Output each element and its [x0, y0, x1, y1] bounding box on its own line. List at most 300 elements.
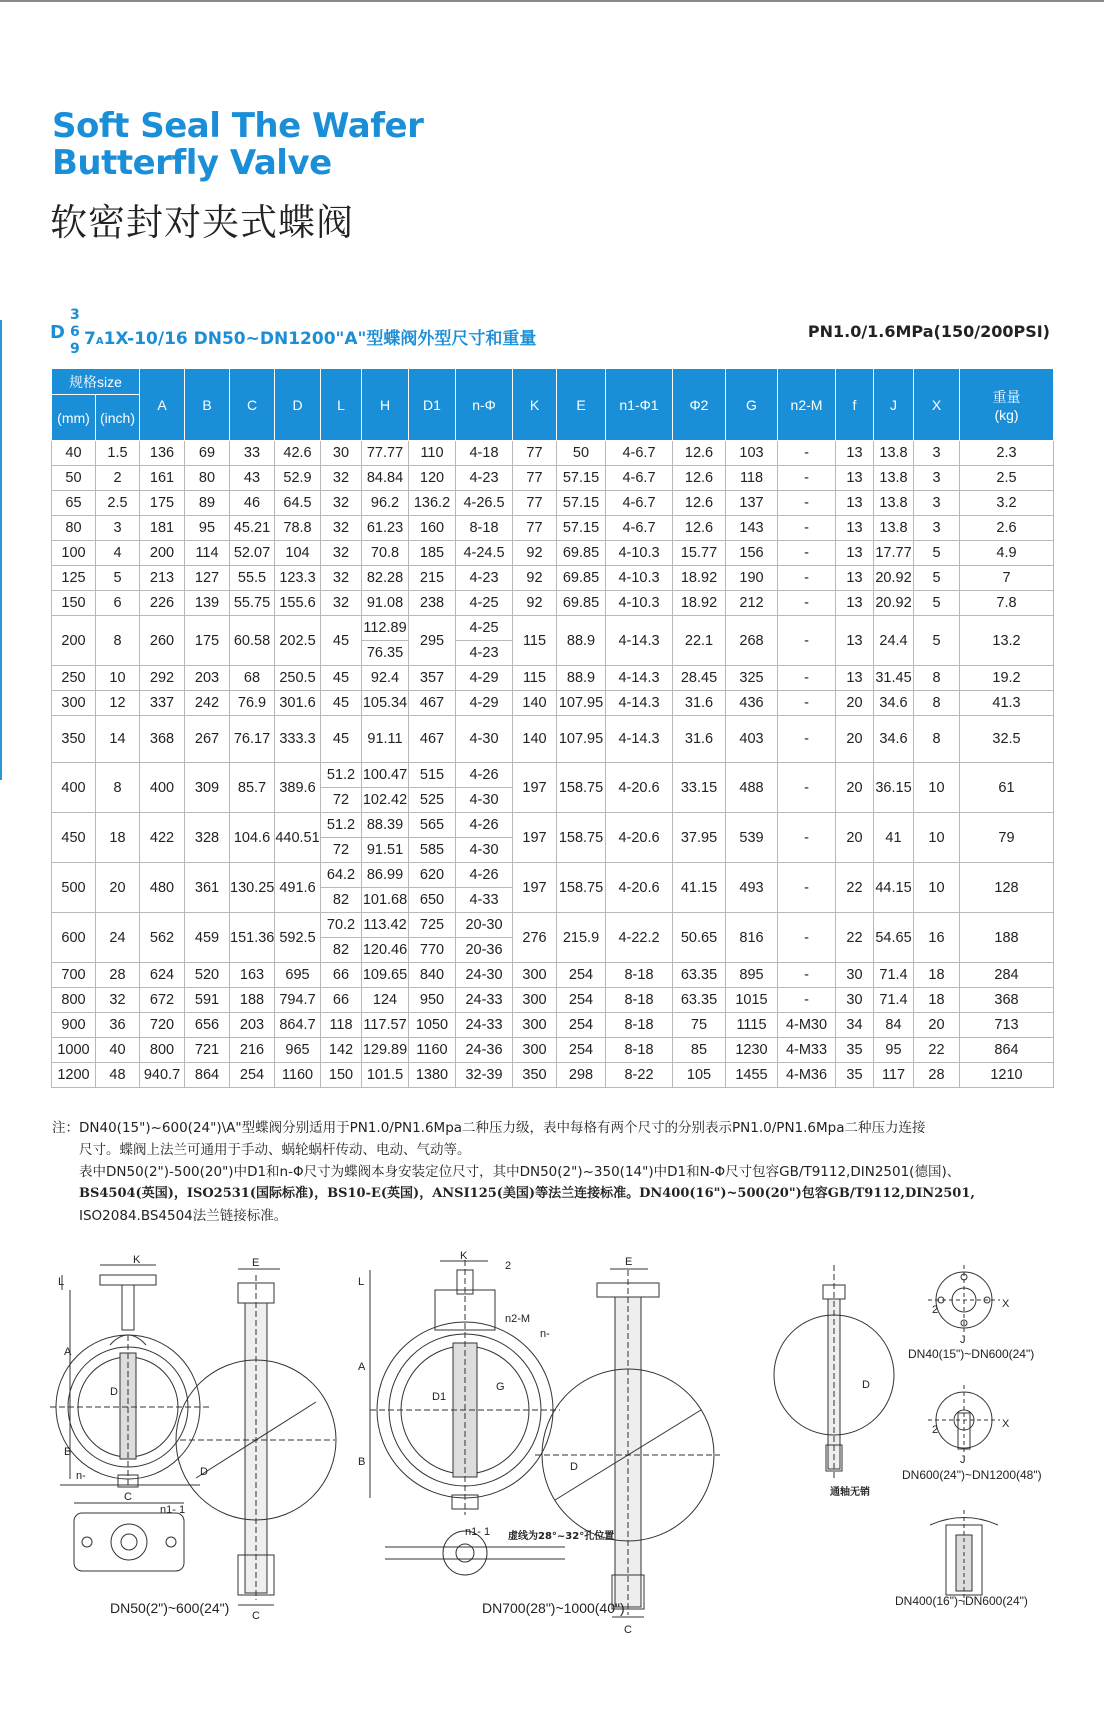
table-cell: 333.3: [275, 716, 321, 763]
table-cell: 1380: [409, 1063, 456, 1088]
label-2-large: 2: [505, 1260, 512, 1272]
table-cell: 150: [52, 591, 96, 616]
table-cell: 1200: [52, 1063, 96, 1088]
table-cell: 20-30: [456, 913, 513, 938]
table-cell: 254: [230, 1063, 275, 1088]
table-cell: 82: [321, 888, 362, 913]
table-cell: 32: [321, 566, 362, 591]
table-cell: 34.6: [874, 691, 914, 716]
table-cell: 63.35: [673, 988, 726, 1013]
model-prefix: D: [50, 322, 65, 343]
table-cell: 520: [185, 963, 230, 988]
table-cell: 5: [914, 541, 960, 566]
model-digit-9: 9: [70, 341, 80, 357]
table-cell: 8-18: [606, 1013, 673, 1038]
table-cell: 40: [96, 1038, 140, 1063]
table-row: [52, 616, 1054, 641]
table-cell: 450: [52, 813, 96, 863]
table-cell: 188: [230, 988, 275, 1013]
table-cell: 13: [836, 441, 874, 466]
table-cell: -: [778, 616, 836, 666]
table-cell: 650: [409, 888, 456, 913]
table-cell: 10: [914, 813, 960, 863]
table-cell: 720: [140, 1013, 185, 1038]
table-cell: 1210: [960, 1063, 1054, 1088]
table-cell: 940.7: [140, 1063, 185, 1088]
caption-flange-top: DN40(15")~DN600(24"): [908, 1347, 1035, 1361]
table-cell: 20: [836, 763, 874, 813]
table-cell: 42.6: [275, 441, 321, 466]
table-cell: 5: [914, 616, 960, 666]
table-cell: 100: [52, 541, 96, 566]
table-cell: 10: [914, 763, 960, 813]
table-cell: 8: [914, 666, 960, 691]
table-cell: -: [778, 466, 836, 491]
mm-header: (mm): [52, 395, 96, 441]
table-cell: 124: [362, 988, 409, 1013]
table-cell: 292: [140, 666, 185, 691]
technical-drawings: [40, 1250, 1070, 1636]
table-cell: 488: [726, 763, 778, 813]
table-cell: 143: [726, 516, 778, 541]
table-cell: 45: [321, 716, 362, 763]
notes: [52, 1117, 1052, 1227]
table-cell: 656: [185, 1013, 230, 1038]
table-cell: 440.51: [275, 813, 321, 863]
table-cell: 24-33: [456, 988, 513, 1013]
table-cell: 160: [409, 516, 456, 541]
table-cell: 4-26: [456, 863, 513, 888]
table-cell: 66: [321, 988, 362, 1013]
table-cell: 46: [230, 491, 275, 516]
side-accent-bar: [0, 320, 2, 780]
table-cell: 185: [409, 541, 456, 566]
table-cell: -: [778, 491, 836, 516]
table-cell: 66: [321, 963, 362, 988]
table-cell: 36: [96, 1013, 140, 1038]
table-cell: 459: [185, 913, 230, 963]
table-cell: 107.95: [557, 691, 606, 716]
table-cell: -: [778, 863, 836, 913]
large-valve-front-view: [370, 1260, 560, 1515]
table-cell: 1000: [52, 1038, 96, 1063]
table-cell: 136.2: [409, 491, 456, 516]
table-cell: 1115: [726, 1013, 778, 1038]
table-cell: 92: [513, 541, 557, 566]
table-cell: 45: [321, 666, 362, 691]
table-cell: 361: [185, 863, 230, 913]
table-cell: 20: [836, 716, 874, 763]
table-cell: 20-36: [456, 938, 513, 963]
table-cell: 8-22: [606, 1063, 673, 1088]
table-row: [52, 441, 1054, 466]
title-english-line2: Butterfly Valve: [52, 143, 332, 183]
table-cell: 13.2: [960, 616, 1054, 666]
table-cell: 212: [726, 591, 778, 616]
table-cell: -: [778, 541, 836, 566]
table-cell: 103: [726, 441, 778, 466]
table-cell: 4-33: [456, 888, 513, 913]
table-row: [52, 763, 1054, 788]
label-d-large: D: [570, 1461, 578, 1473]
table-cell: 14: [96, 716, 140, 763]
col-header: n-Φ: [456, 369, 513, 441]
table-cell: 22: [836, 913, 874, 963]
table-cell: 6: [96, 591, 140, 616]
table-cell: 72: [321, 838, 362, 863]
table-cell: 13.8: [874, 491, 914, 516]
table-cell: 695: [275, 963, 321, 988]
table-cell: 350: [52, 716, 96, 763]
table-cell: 125: [52, 566, 96, 591]
table-cell: 112.89: [362, 616, 409, 641]
model-description: 1X-10/16 DN50~DN1200"A"型蝶阀外型尺寸和重量: [103, 329, 537, 349]
col-header: D1: [409, 369, 456, 441]
weight-header-label: 重量: [992, 388, 1021, 405]
table-cell: 137: [726, 491, 778, 516]
table-cell: 800: [52, 988, 96, 1013]
table-cell: 4-6.7: [606, 491, 673, 516]
flange-detail-middle: [928, 1385, 1000, 1455]
caption-large-valve: DN700(28")~1000(40"): [482, 1600, 625, 1616]
table-cell: 4-30: [456, 838, 513, 863]
table-cell: 85: [673, 1038, 726, 1063]
table-cell: 32-39: [456, 1063, 513, 1088]
table-cell: 79: [960, 813, 1054, 863]
table-body: [52, 441, 1054, 1088]
table-cell: 539: [726, 813, 778, 863]
table-cell: 13: [836, 516, 874, 541]
table-cell: 75: [673, 1013, 726, 1038]
table-cell: 139: [185, 591, 230, 616]
table-cell: 136: [140, 441, 185, 466]
table-cell: 3: [914, 441, 960, 466]
table-row: [52, 466, 1054, 491]
flange-detail-top: [928, 1265, 1000, 1335]
inch-header: (inch): [96, 395, 140, 441]
table-cell: 13: [836, 466, 874, 491]
table-cell: 61: [960, 763, 1054, 813]
table-cell: 525: [409, 788, 456, 813]
table-cell: 4-6.7: [606, 441, 673, 466]
note-line: 注：DN40(15")~600(24")\A"型蝶阀分别适用于PN1.0/PN1.6Mpa二种压力级，表中每格有两个尺寸的分别表示PN1.0/PN1.6Mpa二种压力连接: [52, 1120, 926, 1136]
table-cell: 350: [513, 1063, 557, 1088]
table-cell: 41.15: [673, 863, 726, 913]
table-cell: 770: [409, 938, 456, 963]
label-d-shaft: D: [862, 1379, 870, 1391]
table-cell: 104: [275, 541, 321, 566]
table-cell: 85.7: [230, 763, 275, 813]
label-k-small: K: [133, 1254, 141, 1266]
table-cell: 158.75: [557, 813, 606, 863]
table-subtitle: [50, 306, 650, 362]
table-cell: 77: [513, 516, 557, 541]
table-cell: 12.6: [673, 441, 726, 466]
table-cell: 69.85: [557, 591, 606, 616]
table-cell: 4-10.3: [606, 541, 673, 566]
table-cell: 95: [185, 516, 230, 541]
table-cell: 357: [409, 666, 456, 691]
table-cell: 4.9: [960, 541, 1054, 566]
table-cell: 5: [914, 566, 960, 591]
table-row: [52, 863, 1054, 888]
table-cell: 118: [321, 1013, 362, 1038]
table-cell: 127: [185, 566, 230, 591]
label-l-small: L: [58, 1276, 65, 1288]
table-cell: 155.6: [275, 591, 321, 616]
table-cell: 500: [52, 863, 96, 913]
label-b-large: B: [358, 1456, 366, 1468]
table-cell: 110: [409, 441, 456, 466]
table-cell: 84.84: [362, 466, 409, 491]
table-cell: 69.85: [557, 541, 606, 566]
table-cell: 215: [409, 566, 456, 591]
table-cell: 95: [874, 1038, 914, 1063]
table-cell: 57.15: [557, 466, 606, 491]
table-cell: 32: [321, 591, 362, 616]
table-cell: 16: [914, 913, 960, 963]
table-cell: 284: [960, 963, 1054, 988]
table-cell: 28: [914, 1063, 960, 1088]
table-cell: 4-24.5: [456, 541, 513, 566]
table-cell: 3: [914, 491, 960, 516]
pressure-rating: PN1.0/1.6MPa(150/200PSI): [807, 322, 1050, 341]
table-cell: 24-36: [456, 1038, 513, 1063]
table-cell: 76.17: [230, 716, 275, 763]
table-cell: 585: [409, 838, 456, 863]
label-2-flange-top: 2: [932, 1304, 939, 1316]
table-cell: 1050: [409, 1013, 456, 1038]
table-cell: -: [778, 963, 836, 988]
label-n1-large: n1- 1: [465, 1526, 491, 1538]
table-cell: 620: [409, 863, 456, 888]
table-cell: 840: [409, 963, 456, 988]
table-cell: 403: [726, 716, 778, 763]
col-header: C: [230, 369, 275, 441]
table-cell: 63.35: [673, 963, 726, 988]
table-cell: 3: [96, 516, 140, 541]
table-cell: 238: [409, 591, 456, 616]
label-n2-large: n2-M: [505, 1313, 531, 1325]
table-cell: 60.58: [230, 616, 275, 666]
table-cell: 34.6: [874, 716, 914, 763]
table-row: [52, 491, 1054, 516]
col-header: n1-Φ1: [606, 369, 673, 441]
table-cell: 91.11: [362, 716, 409, 763]
table-cell: 24.4: [874, 616, 914, 666]
label-x-flange-mid: X: [1002, 1418, 1010, 1430]
table-cell: 300: [513, 1013, 557, 1038]
table-cell: 215.9: [557, 913, 606, 963]
table-cell: 130.25: [230, 863, 275, 913]
table-cell: 55.5: [230, 566, 275, 591]
label-2-flange-mid: 2: [932, 1424, 939, 1436]
table-cell: -: [778, 566, 836, 591]
table-cell: 4-25: [456, 616, 513, 641]
table-cell: 8-18: [456, 516, 513, 541]
table-cell: 181: [140, 516, 185, 541]
table-cell: 13: [836, 666, 874, 691]
table-cell: 4-30: [456, 788, 513, 813]
table-cell: -: [778, 988, 836, 1013]
table-cell: 600: [52, 913, 96, 963]
table-cell: 24: [96, 913, 140, 963]
table-cell: 32: [96, 988, 140, 1013]
table-cell: 242: [185, 691, 230, 716]
table-cell: 115: [513, 616, 557, 666]
caption-flange-middle: DN600(24")~DN1200(48"): [902, 1468, 1042, 1482]
table-cell: 254: [557, 988, 606, 1013]
table-cell: 2.6: [960, 516, 1054, 541]
title-english-line1: Soft Seal The Wafer: [52, 106, 424, 146]
label-n-small: n-: [76, 1470, 86, 1482]
table-cell: 86.99: [362, 863, 409, 888]
table-cell: 89: [185, 491, 230, 516]
table-cell: -: [778, 591, 836, 616]
table-cell: 721: [185, 1038, 230, 1063]
table-cell: 4-26: [456, 813, 513, 838]
table-cell: 45.21: [230, 516, 275, 541]
col-header: J: [874, 369, 914, 441]
table-cell: 32.5: [960, 716, 1054, 763]
table-cell: 52.9: [275, 466, 321, 491]
col-header: B: [185, 369, 230, 441]
table-cell: 4-18: [456, 441, 513, 466]
table-cell: 1160: [275, 1063, 321, 1088]
table-cell: 13: [836, 616, 874, 666]
model-small-a: A: [95, 336, 104, 347]
table-cell: 4-25: [456, 591, 513, 616]
weight-header: [960, 369, 1054, 441]
table-cell: 3: [914, 516, 960, 541]
table-cell: 24-33: [456, 1013, 513, 1038]
table-cell: 12: [96, 691, 140, 716]
table-cell: 31.45: [874, 666, 914, 691]
table-cell: 5: [914, 591, 960, 616]
hole-position-note: 虚线为28°~32°孔位置: [508, 1531, 615, 1542]
table-cell: 20: [836, 691, 874, 716]
table-cell: 13: [836, 591, 874, 616]
table-cell: 8: [96, 763, 140, 813]
table-cell: 28.45: [673, 666, 726, 691]
table-cell: 140: [513, 691, 557, 716]
table-cell: 91.08: [362, 591, 409, 616]
table-cell: 70.2: [321, 913, 362, 938]
table-cell: 4-29: [456, 666, 513, 691]
table-cell: 2.5: [96, 491, 140, 516]
table-cell: 18.92: [673, 591, 726, 616]
table-cell: 68: [230, 666, 275, 691]
col-header: X: [914, 369, 960, 441]
table-cell: 158.75: [557, 863, 606, 913]
table-cell: 800: [140, 1038, 185, 1063]
note-line: 表中DN50(2")-500(20")中D1和n-Φ尺寸为蝶阀本身安装定位尺寸，其中DN50(2")~350(14")中D1和N-Φ尺寸包容GB/T9112,DIN2501(德国)、: [79, 1164, 961, 1180]
table-cell: 44.15: [874, 863, 914, 913]
col-header: G: [726, 369, 778, 441]
table-cell: 35: [836, 1038, 874, 1063]
table-cell: 7.8: [960, 591, 1054, 616]
table-cell: -: [778, 716, 836, 763]
table-cell: 4-14.3: [606, 691, 673, 716]
table-cell: 864.7: [275, 1013, 321, 1038]
table-cell: 562: [140, 913, 185, 963]
table-cell: 175: [140, 491, 185, 516]
table-cell: 65: [52, 491, 96, 516]
table-cell: 13.8: [874, 466, 914, 491]
table-cell: 32: [321, 541, 362, 566]
table-cell: 10: [96, 666, 140, 691]
table-cell: 13: [836, 491, 874, 516]
table-cell: -: [778, 813, 836, 863]
table-cell: 491.6: [275, 863, 321, 913]
table-cell: -: [778, 666, 836, 691]
table-cell: 22.1: [673, 616, 726, 666]
table-cell: 4-20.6: [606, 813, 673, 863]
table-cell: 4-10.3: [606, 591, 673, 616]
note-line: ISO2084.BS4504法兰链接标准。: [79, 1208, 288, 1224]
table-cell: 15.77: [673, 541, 726, 566]
note-line: BS4504(英国)，ISO2531(国际标准)，BS10-E(英国)，ANSI125(美国)等法兰连接标准。DN400(16")~500(20")包容GB/T9112,DIN2501,: [79, 1186, 975, 1201]
table-cell: 30: [321, 441, 362, 466]
label-c-side: C: [252, 1610, 260, 1622]
table-cell: 226: [140, 591, 185, 616]
table-cell: 91.51: [362, 838, 409, 863]
table-row: [52, 813, 1054, 838]
table-cell: 34: [836, 1013, 874, 1038]
caption-small-valve: DN50(2")~600(24"): [110, 1600, 230, 1616]
col-header: A: [140, 369, 185, 441]
table-cell: 389.6: [275, 763, 321, 813]
table-cell: 8-18: [606, 988, 673, 1013]
table-cell: 254: [557, 1038, 606, 1063]
table-cell: 3.2: [960, 491, 1054, 516]
table-cell: 140: [513, 716, 557, 763]
table-cell: 92: [513, 566, 557, 591]
table-cell: 64.2: [321, 863, 362, 888]
table-cell: 61.23: [362, 516, 409, 541]
table-cell: 713: [960, 1013, 1054, 1038]
table-cell: 35: [836, 1063, 874, 1088]
table-cell: 4-M33: [778, 1038, 836, 1063]
table-cell: 4-20.6: [606, 863, 673, 913]
label-d-small: D: [110, 1386, 118, 1398]
table-row: [52, 666, 1054, 691]
table-cell: 88.39: [362, 813, 409, 838]
table-cell: 794.7: [275, 988, 321, 1013]
table-cell: 69.85: [557, 566, 606, 591]
table-cell: 3: [914, 466, 960, 491]
table-cell: 8-18: [606, 963, 673, 988]
table-cell: 4-22.2: [606, 913, 673, 963]
col-header: f: [836, 369, 874, 441]
label-a-small: A: [64, 1346, 72, 1358]
table-cell: 591: [185, 988, 230, 1013]
table-cell: 161: [140, 466, 185, 491]
table-cell: 77.77: [362, 441, 409, 466]
note-line: 尺寸。蝶阀上法兰可通用于手动、蜗轮蜗杆传动、电动、气动等。: [79, 1142, 471, 1158]
table-cell: 1455: [726, 1063, 778, 1088]
table-cell: 101.5: [362, 1063, 409, 1088]
table-cell: 197: [513, 763, 557, 813]
table-cell: 213: [140, 566, 185, 591]
table-cell: 200: [140, 541, 185, 566]
small-valve-front-view: [50, 1265, 210, 1487]
table-row: [52, 541, 1054, 566]
table-cell: 515: [409, 763, 456, 788]
table-cell: 20: [96, 863, 140, 913]
table-cell: 965: [275, 1038, 321, 1063]
table-cell: 120: [409, 466, 456, 491]
